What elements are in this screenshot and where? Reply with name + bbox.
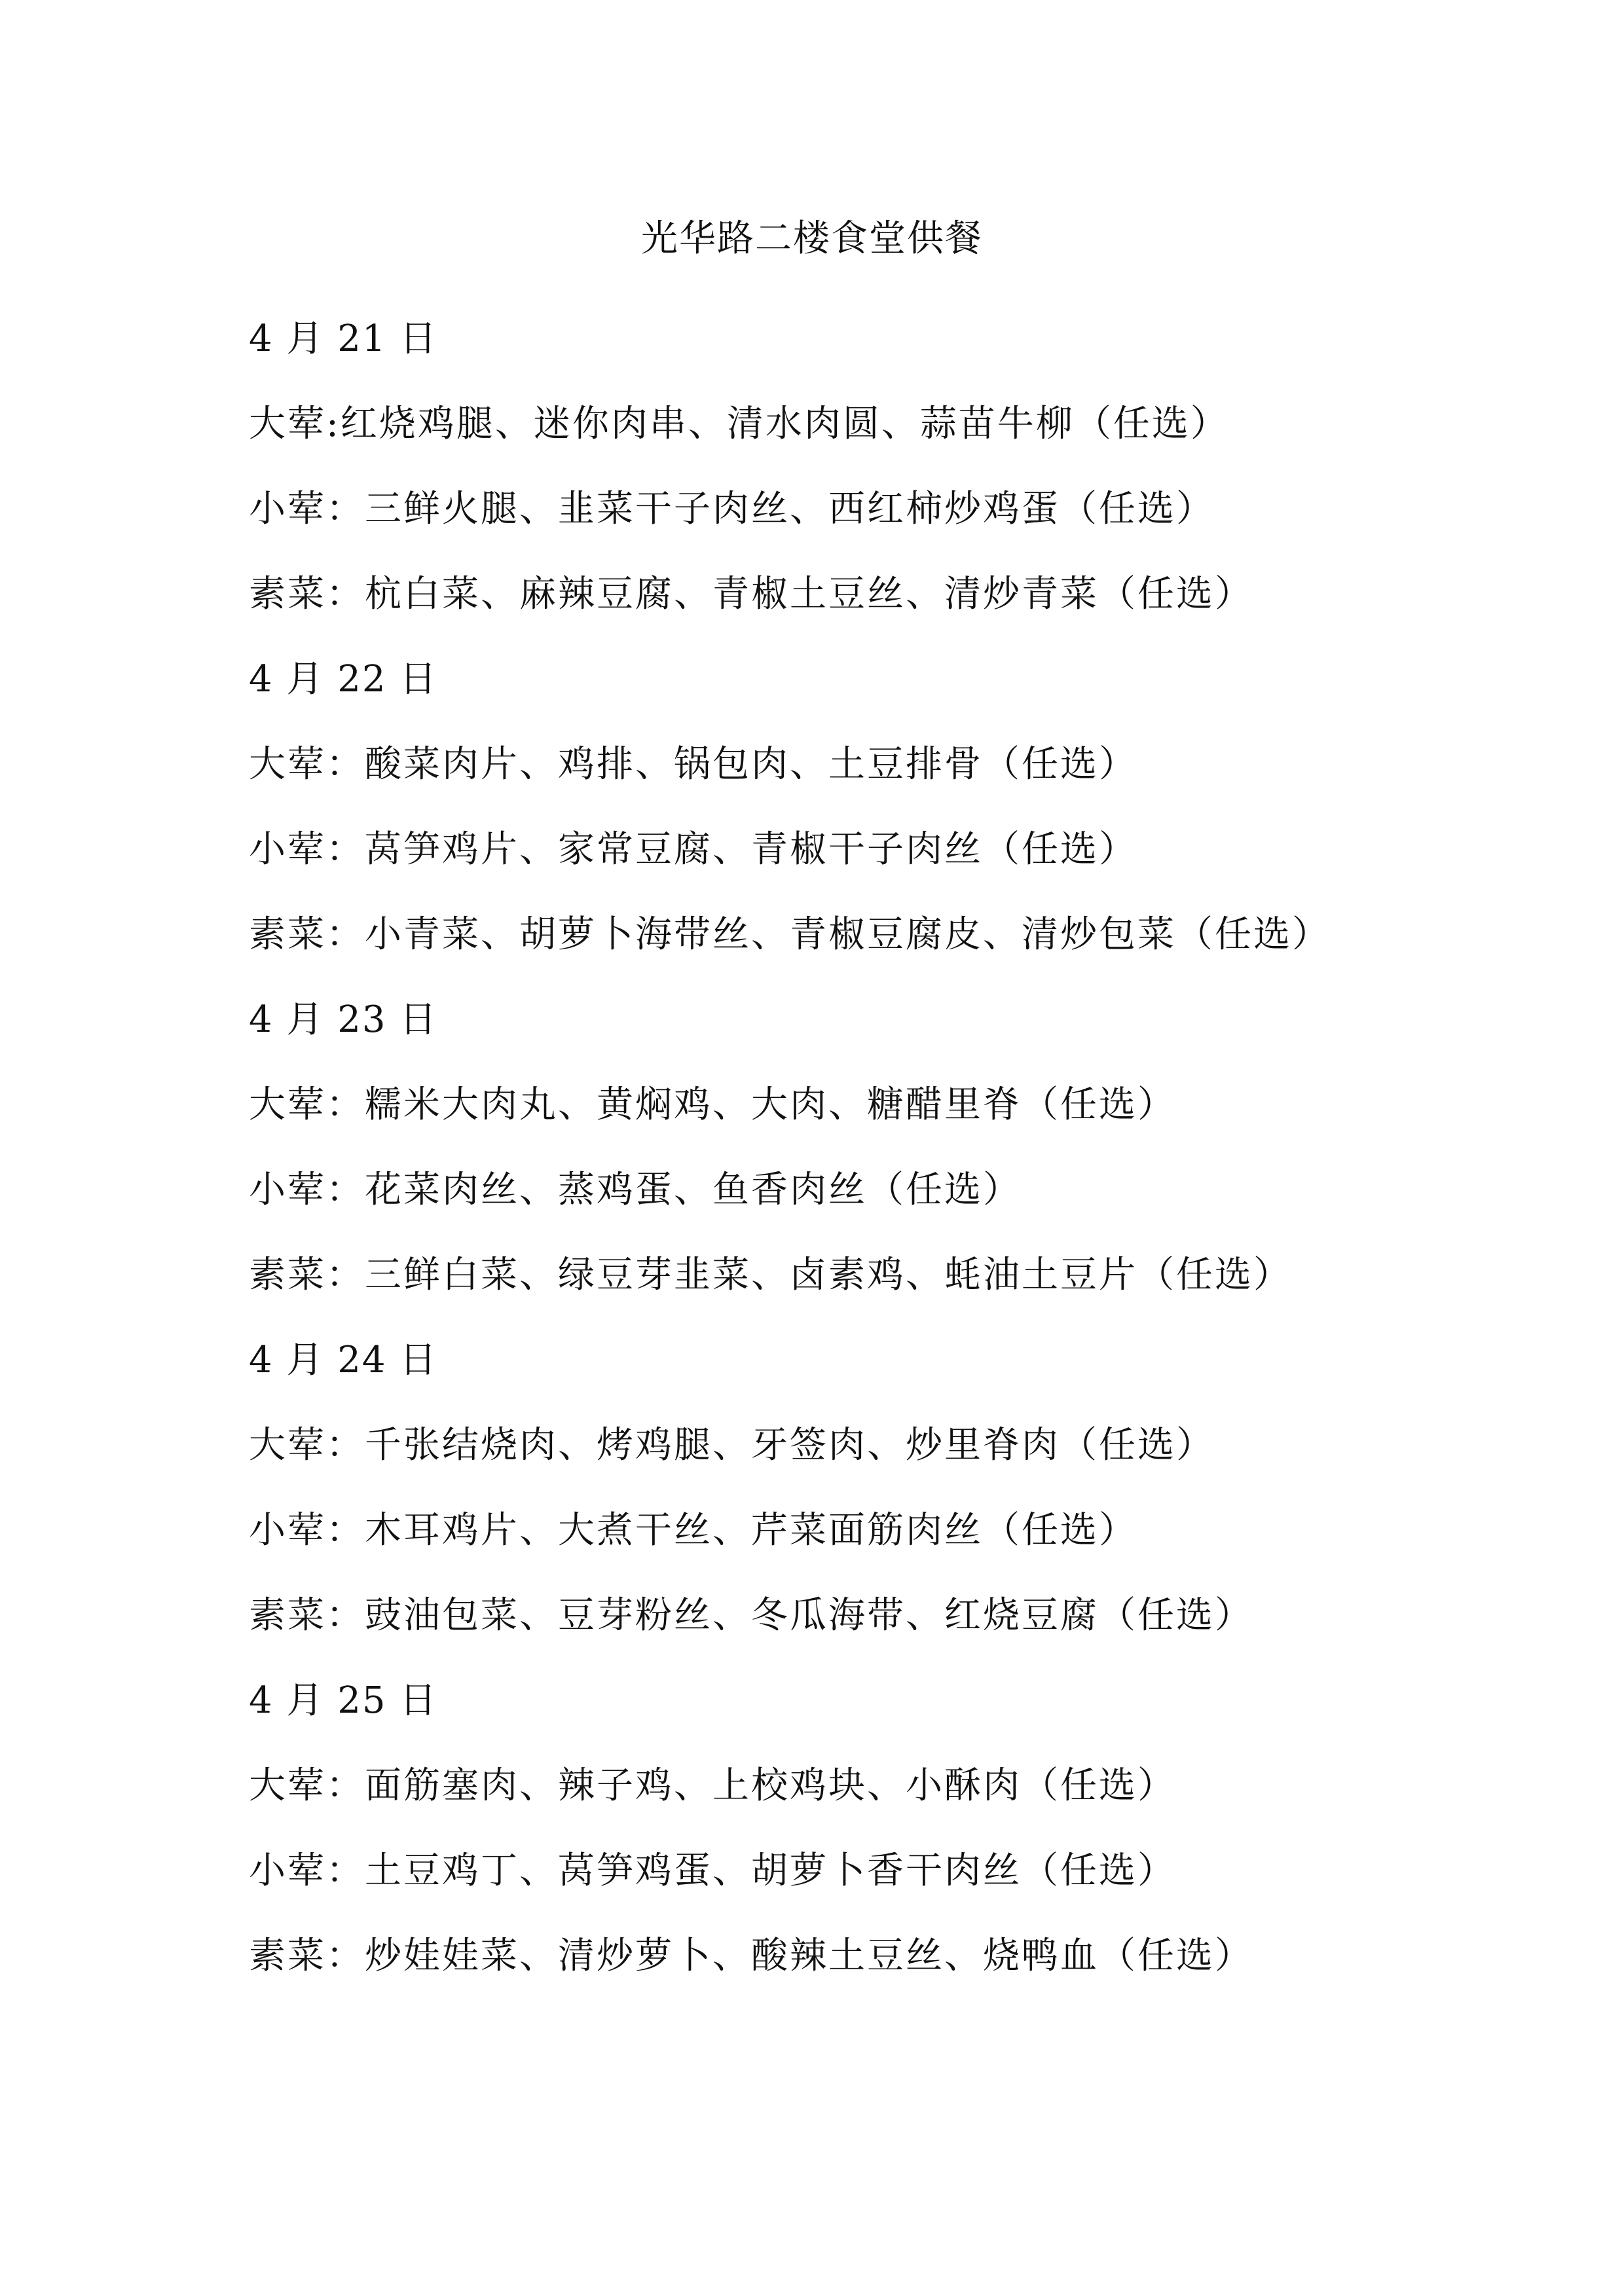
day-block-0421: [249, 297, 1493, 637]
document-title: 光华路二楼食堂供餐: [641, 217, 983, 260]
dish-list: 炒娃娃菜、清炒萝卜、酸辣土豆丝、烧鸭血（任选）: [365, 1935, 1253, 1977]
dish-list: 三鲜白菜、绿豆芽韭菜、卤素鸡、蚝油土豆片（任选）: [365, 1254, 1292, 1296]
menu-row-dahun: [249, 722, 1493, 807]
date-heading: 4 月 23 日: [249, 998, 438, 1041]
dish-list: 木耳鸡片、大煮干丝、芹菜面筋肉丝（任选）: [365, 1509, 1137, 1552]
category-separator: :: [326, 403, 341, 445]
category-label: 小荤: [249, 828, 326, 871]
dish-list: 糯米大肉丸、黄焖鸡、大肉、糖醋里脊（任选）: [365, 1084, 1176, 1126]
category-label: 小荤: [249, 1169, 326, 1211]
menu-row-sucai: [249, 1914, 1493, 1999]
category-separator: ：: [326, 1084, 365, 1126]
category-separator: ：: [326, 488, 365, 530]
dish-list: 小青菜、胡萝卜海带丝、青椒豆腐皮、清炒包菜（任选）: [365, 913, 1331, 956]
day-block-0422: [249, 637, 1493, 977]
category-separator: ：: [326, 1594, 365, 1637]
dish-list: 三鲜火腿、韭菜干子肉丝、西红柿炒鸡蛋（任选）: [365, 488, 1215, 530]
category-label: 小荤: [249, 488, 326, 530]
dish-list: 面筋塞肉、辣子鸡、上校鸡块、小酥肉（任选）: [365, 1764, 1176, 1807]
category-label: 小荤: [249, 1509, 326, 1552]
menu-row-xiaohun: [249, 1148, 1493, 1233]
category-label: 小荤: [249, 1850, 326, 1892]
category-label: 大荤: [249, 1764, 326, 1807]
menu-row-sucai: [249, 552, 1493, 637]
category-separator: ：: [326, 1424, 365, 1467]
menu-row-xiaohun: [249, 1829, 1493, 1914]
category-separator: ：: [326, 743, 365, 786]
category-separator: ：: [326, 1169, 365, 1211]
date-heading: 4 月 25 日: [249, 1679, 438, 1722]
dish-list: 莴笋鸡片、家常豆腐、青椒干子肉丝（任选）: [365, 828, 1137, 871]
category-label: 素菜: [249, 913, 326, 956]
dish-list: 红烧鸡腿、迷你肉串、清水肉圆、蒜苗牛柳（任选）: [340, 403, 1229, 445]
category-label: 大荤: [249, 1084, 326, 1126]
category-separator: ：: [326, 1254, 365, 1296]
dish-list: 花菜肉丝、蒸鸡蛋、鱼香肉丝（任选）: [365, 1169, 1022, 1211]
menu-row-xiaohun: [249, 807, 1493, 892]
category-separator: ：: [326, 828, 365, 871]
menu-row-sucai: [249, 1233, 1493, 1318]
menu-row-xiaohun: [249, 467, 1493, 552]
dish-list: 土豆鸡丁、莴笋鸡蛋、胡萝卜香干肉丝（任选）: [365, 1850, 1176, 1892]
menu-row-dahun: [249, 1403, 1493, 1488]
category-separator: ：: [326, 1850, 365, 1892]
day-block-0424: [249, 1318, 1493, 1658]
dish-list: 豉油包菜、豆芽粉丝、冬瓜海带、红烧豆腐（任选）: [365, 1594, 1253, 1637]
category-label: 大荤: [249, 1424, 326, 1467]
menu-row-dahun: [249, 1743, 1493, 1829]
date-heading: 4 月 21 日: [249, 318, 438, 360]
menu-row-xiaohun: [249, 1488, 1493, 1573]
menu-row-dahun: [249, 1063, 1493, 1148]
category-label: 素菜: [249, 1594, 326, 1637]
day-block-0423: [249, 977, 1493, 1318]
category-separator: ：: [326, 1764, 365, 1807]
category-label: 大荤: [249, 743, 326, 786]
menu-row-sucai: [249, 1573, 1493, 1658]
category-label: 素菜: [249, 1935, 326, 1977]
dish-list: 酸菜肉片、鸡排、锅包肉、土豆排骨（任选）: [365, 743, 1137, 786]
category-separator: ：: [326, 1509, 365, 1552]
category-label: 大荤: [249, 403, 326, 445]
category-separator: ：: [326, 1935, 365, 1977]
date-heading: 4 月 24 日: [249, 1339, 438, 1381]
menu-list: [249, 297, 1493, 1999]
menu-row-dahun: [249, 382, 1493, 467]
category-separator: ：: [326, 573, 365, 615]
category-separator: ：: [326, 913, 365, 956]
menu-row-sucai: [249, 892, 1493, 977]
day-block-0425: [249, 1658, 1493, 1999]
date-heading: 4 月 22 日: [249, 658, 438, 701]
dish-list: 千张结烧肉、烤鸡腿、牙签肉、炒里脊肉（任选）: [365, 1424, 1215, 1467]
category-label: 素菜: [249, 573, 326, 615]
category-label: 素菜: [249, 1254, 326, 1296]
dish-list: 杭白菜、麻辣豆腐、青椒土豆丝、清炒青菜（任选）: [365, 573, 1253, 615]
